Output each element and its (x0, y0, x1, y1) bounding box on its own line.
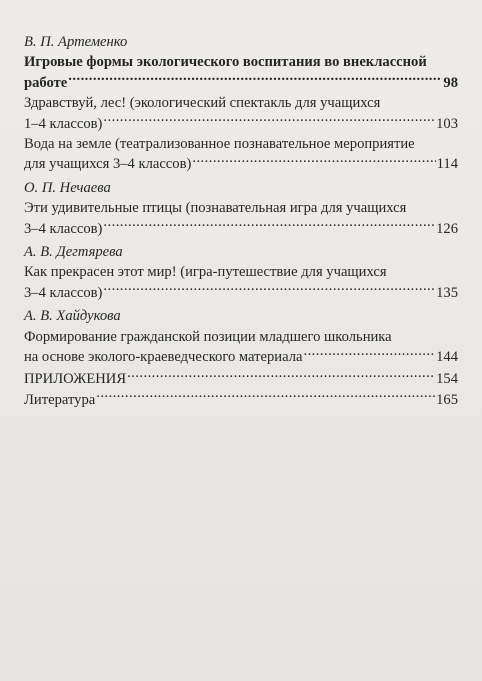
entry-leader-line (24, 390, 458, 410)
toc-entry-appendix[interactable] (24, 369, 458, 389)
entry-title-line: для учащихся 3–4 классов) (24, 156, 192, 173)
dot-leader (192, 154, 435, 168)
page-number: 154 (436, 371, 458, 388)
toc-entry[interactable] (24, 134, 458, 175)
entry-title-line: Литература (24, 391, 96, 408)
dot-leader (103, 283, 435, 297)
dot-leader (303, 347, 435, 361)
page-number: 98 (443, 74, 458, 91)
author-name: В. П. Артеменко (24, 34, 128, 50)
page-number: 103 (436, 115, 458, 132)
dot-leader (127, 369, 435, 383)
entry-title-line: Игровые формы экологического воспитания во внеклассной (24, 54, 427, 71)
entry-title-line: ПРИЛОЖЕНИЯ (24, 371, 127, 388)
page-number: 114 (436, 156, 458, 173)
page-number: 135 (436, 284, 458, 301)
entry-title-line: 3–4 классов) (24, 220, 103, 237)
dot-leader (96, 390, 435, 404)
entry-title-line: 1–4 классов) (24, 115, 103, 132)
page-number: 165 (436, 391, 458, 408)
entry-leader-line (24, 347, 458, 367)
page-number: 144 (436, 349, 458, 366)
dot-leader (103, 219, 435, 233)
toc-entry[interactable] (24, 327, 458, 368)
entry-title-line: Как прекрасен этот мир! (игра-путешествие для учащихся (24, 264, 387, 281)
entry-title-line: на основе эколого-краеведческого материала (24, 349, 303, 366)
entry-title-line: Формирование гражданской позиции младшего школьника (24, 328, 392, 345)
toc-entry[interactable] (24, 262, 458, 303)
table-of-contents (24, 32, 458, 410)
toc-entry-literature[interactable] (24, 390, 458, 410)
toc-entry[interactable] (24, 198, 458, 239)
entry-leader-line (24, 114, 458, 134)
dot-leader (103, 114, 435, 128)
entry-leader-line (24, 283, 458, 303)
entry-title-line: работе (24, 74, 68, 91)
author-name: О. П. Нечаева (24, 179, 111, 196)
page-number: 126 (436, 220, 458, 237)
entry-title-line: Здравствуй, лес! (экологический спектакль для учащихся (24, 95, 381, 112)
toc-entry[interactable] (24, 93, 458, 134)
author-name: А. В. Дегтярева (24, 244, 123, 261)
entry-leader-line (24, 73, 458, 93)
entry-leader-line (24, 154, 458, 174)
entry-title-line: Вода на земле (театрализованное познавательное мероприятие (24, 136, 415, 153)
entry-leader-line (24, 369, 458, 389)
entry-leader-line (24, 219, 458, 239)
entry-title-line: 3–4 классов) (24, 284, 103, 301)
toc-entry[interactable] (24, 52, 458, 93)
dot-leader (68, 73, 442, 87)
author-name: А. В. Хайдукова (24, 308, 121, 325)
entry-title-line: Эти удивительные птицы (познавательная игра для учащихся (24, 200, 407, 217)
